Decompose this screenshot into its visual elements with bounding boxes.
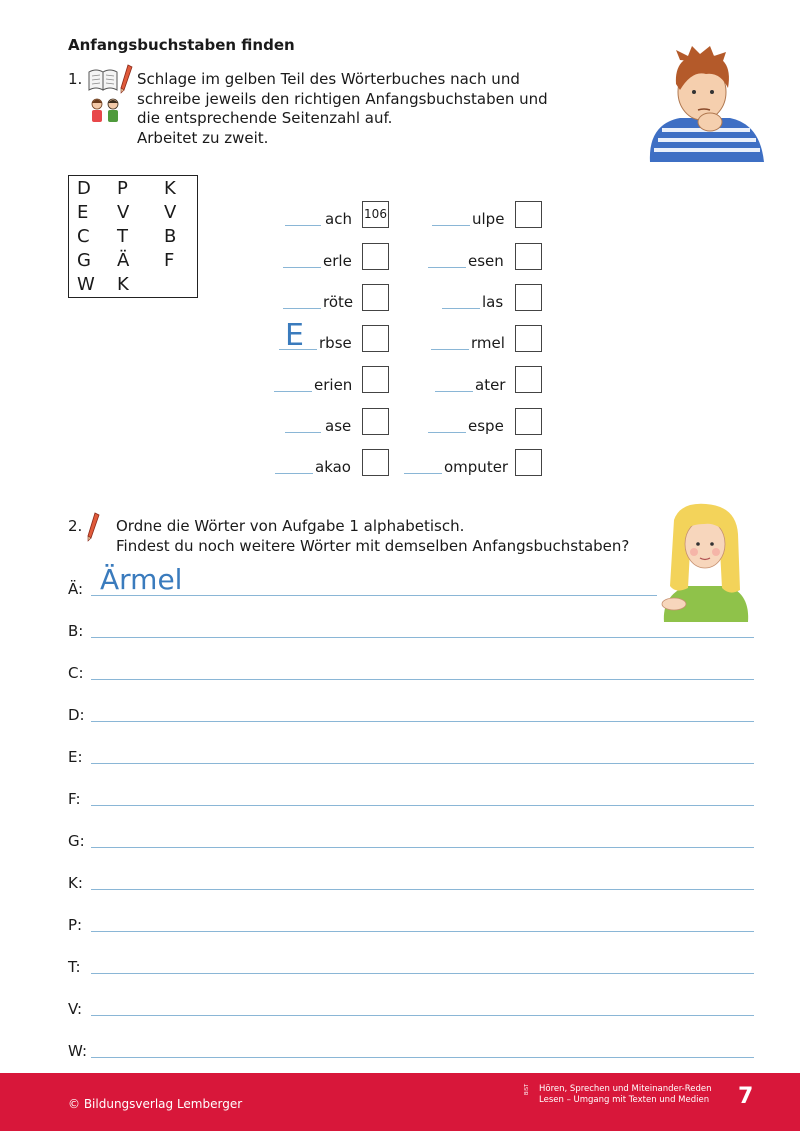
word-item [431, 328, 521, 356]
line-label: F: [68, 790, 81, 808]
line-label: E: [68, 748, 83, 766]
page-number-box[interactable] [362, 243, 389, 270]
writing-line[interactable] [91, 805, 754, 806]
bist-label-text: BiST [524, 1083, 530, 1095]
grid-letter: C [77, 226, 90, 247]
grid-letter: Ä [117, 250, 130, 271]
bist-label [524, 1083, 536, 1095]
answer-line[interactable] [283, 267, 321, 268]
line-label: V: [68, 1000, 83, 1018]
line-label: W: [68, 1042, 88, 1060]
handwritten-example: Ärmel [100, 563, 183, 596]
grid-letter: P [117, 178, 128, 199]
page-number-box[interactable] [515, 243, 542, 270]
partner-work-icon [87, 96, 123, 124]
girl-illustration [660, 500, 750, 622]
writing-line[interactable] [91, 1015, 754, 1016]
page-number-box[interactable] [515, 325, 542, 352]
word-item [428, 246, 518, 274]
answer-line[interactable] [442, 308, 480, 309]
page-number-box[interactable] [362, 325, 389, 352]
page-number-box[interactable] [515, 408, 542, 435]
page-number-box[interactable] [515, 449, 542, 476]
writing-line[interactable] [91, 931, 754, 932]
word-fragment: ase [325, 417, 352, 435]
grid-letter: V [164, 202, 177, 223]
word-fragment: röte [323, 293, 354, 311]
answer-line[interactable] [432, 225, 470, 226]
line-label: D: [68, 706, 85, 724]
alphabet-line-b [68, 614, 758, 640]
grid-letter: W [77, 274, 95, 295]
page-number-box[interactable]: 106 [362, 201, 389, 228]
thinking-boy-illustration [640, 44, 770, 162]
word-item [432, 204, 522, 232]
answer-line[interactable] [431, 349, 469, 350]
copyright-notice: © Bildungsverlag Lemberger [68, 1097, 243, 1111]
grid-letter: D [77, 178, 91, 199]
grid-letter: G [77, 250, 91, 271]
answer-line[interactable] [285, 225, 321, 226]
word-fragment: erien [314, 376, 353, 394]
line-label: K: [68, 874, 83, 892]
pencil-icon [119, 64, 133, 94]
alphabet-line-t [68, 950, 758, 976]
page-number-box[interactable] [362, 449, 389, 476]
word-fragment: espe [468, 417, 504, 435]
writing-line[interactable] [91, 763, 754, 764]
word-fragment: ach [325, 210, 352, 228]
writing-line[interactable] [91, 721, 754, 722]
task2-number: 2. [68, 517, 83, 535]
grid-letter: V [117, 202, 130, 223]
writing-line[interactable] [91, 637, 754, 638]
alphabet-line-p [68, 908, 758, 934]
answer-line[interactable] [275, 473, 313, 474]
grid-letter: E [77, 202, 89, 223]
pencil-icon [86, 512, 100, 542]
alphabet-line-e [68, 740, 758, 766]
grid-letter: K [164, 178, 176, 199]
word-fragment: erle [323, 252, 352, 270]
task1-instructions [137, 70, 548, 148]
word-fragment: rbse [319, 334, 352, 352]
alphabet-line-f [68, 782, 758, 808]
answer-line[interactable] [428, 432, 466, 433]
task2-instructions [116, 517, 629, 556]
page-number-box[interactable] [362, 284, 389, 311]
alphabet-line-a-umlaut [68, 563, 758, 598]
line-label: Ä: [68, 580, 84, 598]
alphabet-line-d [68, 698, 758, 724]
page-number-box[interactable] [515, 201, 542, 228]
line-label: G: [68, 832, 85, 850]
line-label: B: [68, 622, 84, 640]
word-fragment: esen [468, 252, 504, 270]
word-item [428, 411, 518, 439]
task1-number: 1. [68, 70, 83, 88]
task1-line: Arbeitet zu zweit. [137, 128, 269, 147]
task2-line: Ordne die Wörter von Aufgabe 1 alphabetisch. [116, 517, 465, 535]
grid-letter: T [117, 226, 128, 247]
task1-line: die entsprechende Seitenzahl auf. [137, 109, 393, 127]
word-fragment: omputer [444, 458, 509, 476]
page-number-box[interactable] [362, 366, 389, 393]
page-number: 7 [738, 1084, 754, 1109]
word-item [404, 452, 516, 480]
writing-line[interactable] [91, 889, 754, 890]
word-fragment: akao [315, 458, 351, 476]
alphabet-line-c [68, 656, 758, 682]
word-fragment: las [482, 293, 504, 311]
alphabet-line-g [68, 824, 758, 850]
letter-grid-box [68, 175, 198, 298]
task1-line: Schlage im gelben Teil des Wörterbuches nach und [137, 70, 520, 88]
grid-letter: B [164, 226, 177, 247]
handwritten-answer: E [285, 318, 304, 353]
line-label: T: [68, 958, 81, 976]
answer-line[interactable] [285, 432, 321, 433]
dictionary-book-icon [87, 66, 121, 92]
writing-line[interactable] [91, 679, 754, 680]
grid-letter: F [164, 250, 175, 271]
page-number-box[interactable] [515, 284, 542, 311]
alphabet-line-v [68, 992, 758, 1018]
word-item [442, 287, 522, 315]
line-label: C: [68, 664, 84, 682]
word-fragment: ater [475, 376, 506, 394]
page-title: Anfangsbuchstaben finden [68, 36, 295, 54]
alphabet-line-w [68, 1034, 758, 1060]
answer-line[interactable] [404, 473, 442, 474]
answer-line[interactable] [435, 391, 473, 392]
page-number-box[interactable] [515, 366, 542, 393]
footer-bar [0, 1073, 800, 1131]
alphabet-line-k [68, 866, 758, 892]
word-fragment: ulpe [472, 210, 505, 228]
word-fragment: rmel [471, 334, 505, 352]
competence-item: Hören, Sprechen und Miteinander-Reden [539, 1084, 712, 1094]
competence-item: Lesen – Umgang mit Texten und Medien [539, 1095, 710, 1105]
answer-line[interactable] [283, 308, 321, 309]
word-item [435, 370, 525, 398]
writing-line[interactable] [91, 1057, 754, 1058]
answer-line[interactable] [274, 391, 312, 392]
page-number-box[interactable] [362, 408, 389, 435]
writing-line[interactable] [91, 847, 754, 848]
answer-line[interactable] [428, 267, 466, 268]
line-label: P: [68, 916, 83, 934]
task1-line: schreibe jeweils den richtigen Anfangsbuchstaben und [137, 89, 548, 108]
competence-list [539, 1084, 712, 1106]
writing-line[interactable] [91, 973, 754, 974]
task2-line: Findest du noch weitere Wörter mit demselben Anfangsbuchstaben? [116, 536, 630, 555]
grid-letter: K [117, 274, 129, 295]
